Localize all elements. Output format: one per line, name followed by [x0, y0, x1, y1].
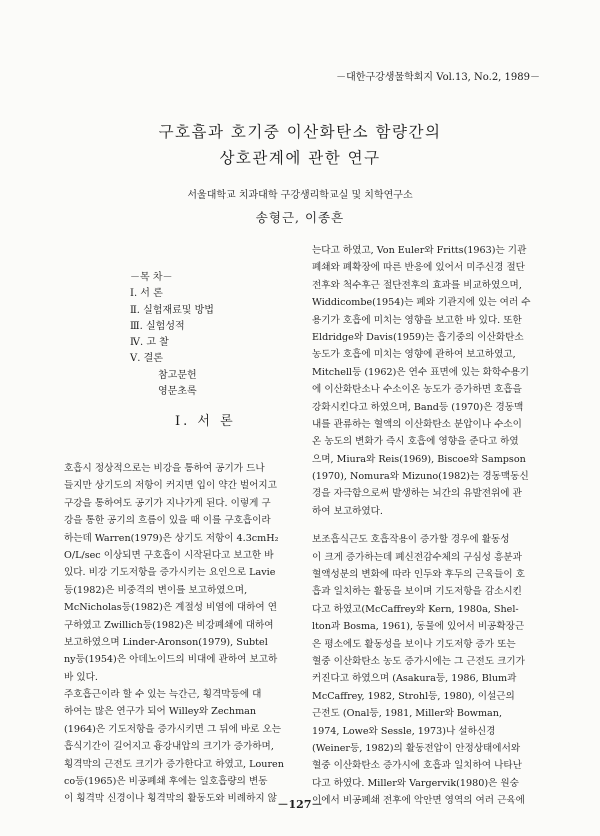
paragraph-line: 보조흡식근도 호흡작용이 증가할 경우에 활동성 [312, 534, 510, 546]
article-title-line-1: 구호흡과 호기중 이산화탄소 함량간의 [158, 123, 442, 141]
paragraph-line: 구강을 통하여도 공기가 지나가게 된다. 이렇게 구 [64, 497, 271, 509]
paragraph-line: 흡식기간이 길어지고 흉강내압의 크기가 증가하며, [64, 741, 274, 753]
section-heading: Ⅰ. 서 론 [175, 414, 236, 429]
paragraph-line: 폐쇄와 폐확장에 따른 반응에 있어서 미주신경 절단 [312, 262, 525, 274]
paragraph-line: McNicholas등(1982)은 계절성 비염에 대하여 연 [64, 602, 278, 614]
paragraph-line: 으며, Miura와 Reis(1969), Biscoe와 Sampson [312, 453, 526, 465]
paragraph-line: 다고 하였고(McCaffrey와 Kern, 1980a, Shel- [312, 603, 519, 615]
paragraph-line: 경을 자극함으로써 발생하는 뇌간의 유발전위에 관 [312, 488, 522, 500]
paragraph-line: 근전도 (Onal등, 1981, Miller와 Bowman, [312, 708, 503, 720]
page-number: －127－ [277, 798, 323, 811]
paragraph-line: 주호흡근이라 할 수 있는 늑간근, 횡격막등에 대 [64, 689, 262, 701]
paragraph-line: 커진다고 하였으며 (Asakura등, 1986, Blum과 [312, 673, 517, 685]
right-column-text [312, 242, 556, 810]
toc-item-conclusion: Ⅴ. 결론 [130, 353, 163, 365]
paragraph-line: 은 평소에도 활동성을 보이나 기도저항 증가 또는 [312, 638, 516, 650]
paragraph-line: 하여는 많은 연구가 되어 Willey와 Zechman [64, 706, 257, 718]
paragraph-line: O/L/sec 이상되면 구호흡이 시작된다고 보고한 바 [64, 549, 274, 561]
paragraph-line: (Weiner등, 1982)의 활동전압이 안정상태에서와 [312, 742, 521, 754]
paragraph-line: co등(1965)은 비공폐쇄 후에는 일호흡량의 변동 [64, 776, 268, 788]
paragraph-line: 이 크게 증가하는데 폐신전감수체의 구심성 흥분과 [312, 551, 522, 563]
paragraph-line: 에 이산화탄소나 수소이온 농도가 증가하면 호흡을 [312, 384, 522, 396]
authors: 송형근, 이종흔 [255, 210, 345, 225]
paragraph-line: 용기가 호흡에 미치는 영향을 보고한 바 있다. 또한 [312, 314, 522, 326]
toc-item-references: 참고문헌 [158, 369, 197, 381]
paragraph-line: 하여 보고하였다. [312, 505, 383, 517]
paragraph-line: 하는데 Warren(1979)은 상기도 저항이 4.3cmH₂ [64, 532, 279, 544]
toc-item-methods: Ⅱ. 실험재료및 방법 [130, 304, 214, 316]
paragraph-line: 이 횡격막 신경이나 횡격막의 활동도와 비례하지 않 [64, 793, 277, 805]
paragraph-line: 이에서 비공폐쇄 전후에 악안면 영역의 여러 근육에 [312, 795, 525, 807]
toc-item-discussion: Ⅳ. 고 찰 [130, 337, 169, 349]
paragraph-line: lton과 Bosma, 1961), 동물에 있어서 비공확장근 [312, 621, 525, 633]
paragraph-line: 횡격막의 근전도 크기가 증가한다고 하였고, Louren [64, 758, 284, 770]
paragraph-line: 전후와 척수후근 절단전후의 효과를 비교하였으며, [312, 279, 522, 291]
paragraph-line: (1964)은 기도저항을 증가시키면 그 뒤에 바로 오는 [64, 723, 282, 735]
paragraph-line: 흡과 일치하는 활동을 보이며 기도저항을 감소시킨 [312, 586, 522, 598]
paragraph-line: 1974, Lowe와 Sessle, 1973)나 설하신경 [312, 725, 496, 737]
paragraph-line: 구하였고 Zwillich등(1982)은 비강폐쇄에 대하여 [64, 619, 274, 631]
table-of-contents [130, 270, 214, 400]
paragraph-line: 등(1982)은 비중격의 변이를 보고하였으며, [64, 584, 248, 596]
paragraph-line: 있다. 비강 기도저항을 증가시키는 요인으로 Lavie [64, 567, 276, 579]
toc-item-introduction: Ⅰ. 서 론 [130, 288, 163, 300]
paragraph-line: 혈중 이산화탄소 증가시에 호흡과 일치하여 나타난 [312, 760, 522, 772]
paragraph-line: 는다고 하였고, Von Euler와 Fritts(1963)는 기관 [312, 245, 527, 256]
paragraph-line: 바 있다. [64, 671, 98, 683]
paragraph-line: McCaffrey, 1982, Strohl등, 1980), 이설근의 [312, 690, 515, 702]
paragraph-gap [312, 520, 556, 531]
paragraph-line: 보고하였으며 Linder-Aronson(1979), Subtel [64, 636, 268, 648]
toc-title: －목 차－ [130, 272, 173, 283]
paragraph-line: Eldridge와 Davis(1959)는 흡기중의 이산화탄소 [312, 331, 524, 343]
paragraph-line: 강화시킨다고 하였으며, Band등 (1970)은 경동맥 [312, 401, 524, 413]
paragraph-line: 혈액성분의 변화에 따라 인두와 후두의 근육들이 호 [312, 569, 525, 581]
paragraph-line: ny등(1954)은 아데노이드의 비대에 관하여 보고하 [64, 654, 278, 666]
paragraph-line: 혈중 이산화탄소 농도 증가시에는 그 근전도 크기가 [312, 655, 525, 667]
paragraph-line: Widdicombe(1954)는 폐와 기관지에 있는 여러 수 [312, 297, 531, 309]
paragraph-line: 호흡시 정상적으로는 비강을 통하여 공기가 드나 [64, 463, 265, 474]
running-head: －대한구강생물학회지 Vol.13, No.2, 1989－ [336, 72, 540, 83]
paragraph-line: 온 농도의 변화가 즉시 호흡에 영향을 준다고 하였 [312, 436, 519, 448]
paragraph-line: 농도가 호흡에 미치는 영향에 관하여 보고하였고, [312, 349, 516, 361]
article-title-line-2: 상호관계에 관한 연구 [219, 149, 381, 167]
affiliation: 서울대학교 치과대학 구강생리학교실 및 치학연구소 [187, 190, 413, 201]
toc-item-english-abstract: 영문초록 [158, 386, 197, 398]
left-column-text [64, 460, 310, 808]
paragraph-line: 다고 하였다. Miller와 Vargervik(1980)은 원숭 [312, 777, 519, 789]
toc-item-results: Ⅲ. 실험성적 [130, 320, 185, 332]
paragraph-line: 들지만 상기도의 저항이 커지면 입이 약간 벌어지고 [64, 480, 277, 492]
paragraph-line: 강을 통한 공기의 흐름이 있을 때 이를 구호흡이라 [64, 515, 271, 527]
paragraph-line: 내를 관류하는 혈액의 이산화탄소 분압이나 수소이 [312, 418, 522, 430]
paragraph-line: (1970), Nomura와 Mizuno(1982)는 경동맥동신 [312, 471, 529, 483]
paragraph-line: Mitchell등 (1962)은 연수 표면에 있는 화학수용기 [312, 366, 530, 378]
